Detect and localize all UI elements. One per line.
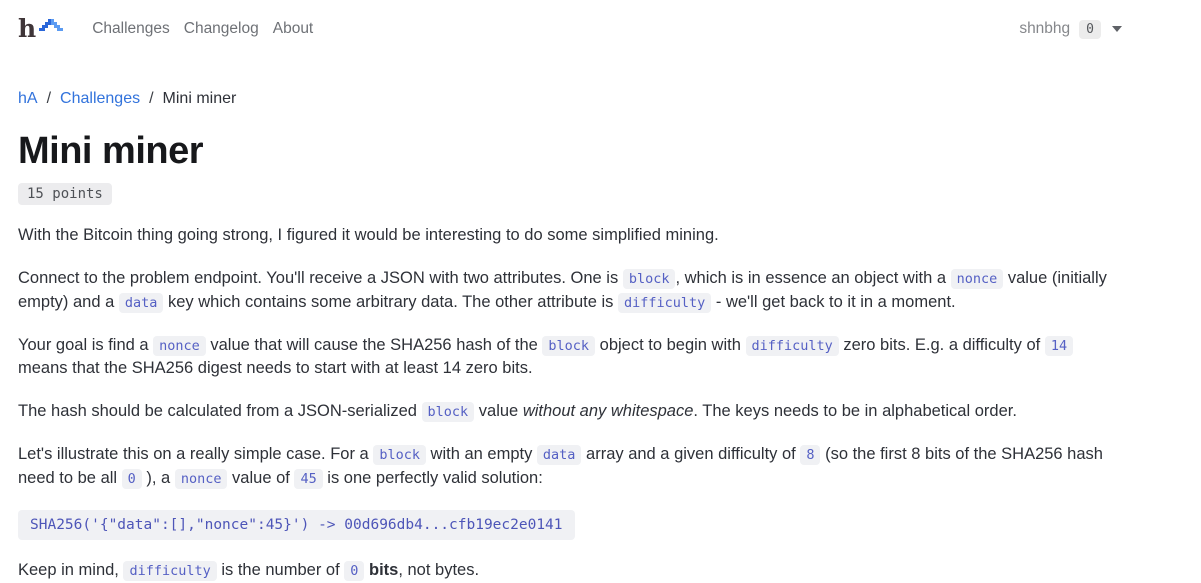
text-run: value (initially empty) and a xyxy=(18,268,1107,311)
inline-code: nonce xyxy=(175,469,228,489)
text-run: object to begin with xyxy=(595,335,746,354)
code-example: SHA256('{"data":[],"nonce":45}') -> 00d696db4...cfb19ec2e0141 xyxy=(18,510,575,540)
text-run: , which is in essence an object with a xyxy=(675,268,951,287)
text-run: (so the first 8 bits of the SHA256 hash need to be all xyxy=(18,445,1103,488)
text-run: value that will cause the SHA256 hash of the xyxy=(205,335,543,354)
page-title: Mini miner xyxy=(18,130,204,172)
logo-caret-icon xyxy=(39,19,63,31)
nav-link-changelog[interactable]: Changelog xyxy=(183,20,259,37)
logo-h-glyph: h xyxy=(18,14,37,43)
text-run: , not bytes. xyxy=(398,561,480,580)
text-run: Your goal is find a xyxy=(18,335,154,354)
inline-code: nonce xyxy=(153,336,206,356)
user-points-badge: 0 xyxy=(1079,20,1101,39)
inline-code: block xyxy=(422,402,475,422)
bold-text: bits xyxy=(368,561,399,580)
text-run: Connect to the problem endpoint. You'll receive a JSON with two attributes. One is xyxy=(18,268,623,287)
points-badge: 15 points xyxy=(18,183,112,205)
paragraph xyxy=(18,559,1122,583)
text-run: value xyxy=(474,402,523,421)
paragraph xyxy=(18,334,1122,382)
emphasis-text: without any whitespace xyxy=(522,402,694,421)
breadcrumb-separator: / xyxy=(46,90,52,107)
text-run: means that the SHA256 digest needs to start with at least 14 zero bits. xyxy=(18,359,533,378)
inline-code: 8 xyxy=(800,445,820,465)
code-example-row xyxy=(18,510,1122,540)
breadcrumb-item-challenges[interactable]: Challenges xyxy=(60,90,141,107)
inline-code: block xyxy=(373,445,426,465)
paragraph xyxy=(18,400,1122,424)
inline-code: block xyxy=(623,269,676,289)
inline-code: difficulty xyxy=(123,561,216,581)
text-run: - we'll get back to it in a moment. xyxy=(711,292,956,311)
nav-links xyxy=(92,20,313,38)
paragraph xyxy=(18,224,1122,248)
text-run: array and a given difficulty of xyxy=(581,445,801,464)
inline-code: data xyxy=(119,293,164,313)
user-menu[interactable] xyxy=(1019,20,1122,39)
inline-code: difficulty xyxy=(618,293,711,313)
text-run: Let's illustrate this on a really simple case. For a xyxy=(18,445,374,464)
inline-code: difficulty xyxy=(746,336,839,356)
text-run: With the Bitcoin thing going strong, I figured it would be interesting to do some simplified mining. xyxy=(18,225,719,244)
text-run: is the number of xyxy=(216,561,345,580)
text-run: is one perfectly valid solution: xyxy=(322,469,543,488)
description xyxy=(18,224,1122,583)
paragraph xyxy=(18,443,1122,491)
text-run: The hash should be calculated from a JSON-serialized xyxy=(18,402,422,421)
text-run: with an empty xyxy=(425,445,537,464)
top-nav-bar xyxy=(18,0,1122,58)
inline-code: 45 xyxy=(294,469,322,489)
chevron-down-icon xyxy=(1112,26,1122,32)
nav-link-about[interactable]: About xyxy=(272,20,314,37)
inline-code: 0 xyxy=(122,469,142,489)
inline-code: 0 xyxy=(344,561,364,581)
breadcrumb xyxy=(18,90,1122,108)
breadcrumb-separator: / xyxy=(149,90,154,107)
inline-code: block xyxy=(542,336,595,356)
text-run: key which contains some arbitrary data. The other attribute is xyxy=(163,292,618,311)
inline-code: data xyxy=(537,445,582,465)
breadcrumb-item-ha[interactable]: hA xyxy=(18,90,38,107)
logo[interactable] xyxy=(18,14,63,43)
inline-code: 14 xyxy=(1045,336,1073,356)
text-run: Keep in mind, xyxy=(18,561,124,580)
text-run: ), a xyxy=(141,469,175,488)
text-run: value of xyxy=(227,469,295,488)
inline-code: nonce xyxy=(951,269,1004,289)
nav-link-challenges[interactable]: Challenges xyxy=(92,20,170,37)
breadcrumb-item-mini-miner: Mini miner xyxy=(162,90,237,107)
text-run: zero bits. E.g. a difficulty of xyxy=(838,335,1045,354)
username: shnbhg xyxy=(1019,20,1071,37)
text-run: . The keys needs to be in alphabetical order. xyxy=(693,402,1017,421)
paragraph xyxy=(18,267,1122,315)
